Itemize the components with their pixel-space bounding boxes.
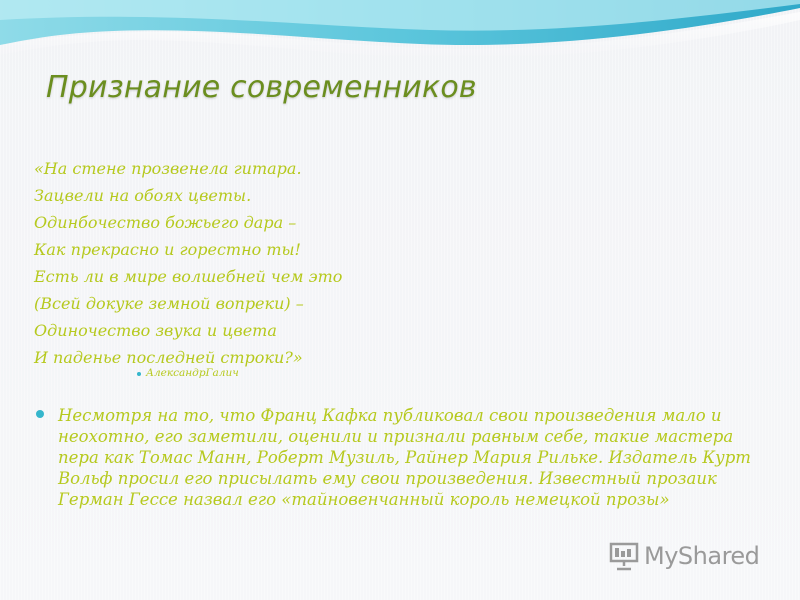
- slide-title: Признание современников: [46, 70, 477, 105]
- presentation-board-icon: [608, 540, 640, 572]
- poem-line: И паденье последней строки?»: [34, 348, 303, 367]
- poem-line: Как прекрасно и горестно ты!: [34, 240, 301, 259]
- poem-line: Одинбочество божьего дара –: [34, 213, 297, 232]
- poem-line: Одиночество звука и цвета: [34, 321, 277, 340]
- poem-line: Зацвели на обоях цветы.: [34, 186, 252, 205]
- watermark-logo: [608, 538, 768, 574]
- header-wave-decoration: [0, 0, 800, 80]
- poem: [34, 155, 594, 371]
- bullet-icon: [36, 410, 44, 418]
- poem-line: «На стене прозвенела гитара.: [34, 159, 302, 178]
- body-paragraph: Несмотря на то, что Франц Кафка публиковал свои произведения мало и неохотно, его заметили, оценили и признали равным себе, такие мастера пера как Томас Манн, Роберт Музиль, Райнер Мария Рильке. Издатель Курт Вольф просил его присылать ему свои произведения. Известный прозаик Герман Гессе назвал его «тайновенчанный король немецкой прозы»: [58, 406, 751, 509]
- author-name: АлександрГалич: [146, 367, 239, 379]
- poem-line: (Всей докуке земной вопреки) –: [34, 294, 304, 313]
- poem-author: [146, 367, 239, 379]
- poem-line: Есть ли в мире волшебней чем это: [34, 267, 343, 286]
- watermark-text: MyShared: [644, 542, 760, 570]
- bullet-icon: [137, 372, 141, 376]
